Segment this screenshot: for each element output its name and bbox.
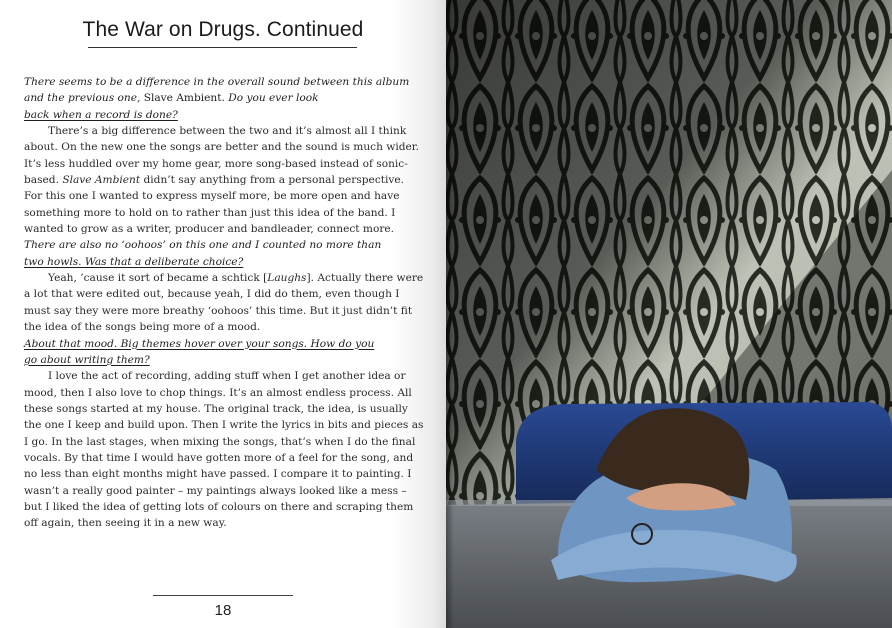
answer-3: [24, 368, 424, 531]
question-3-text: About that mood. Big themes hover over your songs. How do you: [24, 337, 375, 350]
portrait-photo: [446, 0, 892, 628]
question-2-text: There are also no ‘oohoos’ on this one and I counted no more than: [24, 239, 382, 252]
question-2-underlined: two howls. Was that a deliberate choice?: [24, 255, 244, 268]
answer-2-text: Yeah, ’cause it sort of became a schtick [: [48, 272, 268, 285]
question-1-album: Slave Ambient: [143, 92, 222, 105]
answer-2: [24, 270, 424, 335]
article-body: [24, 74, 424, 532]
footer-rule: [153, 595, 293, 596]
question-3-underlined: go about writing them?: [24, 353, 150, 366]
title-underline: [88, 47, 357, 48]
answer-2-laughs: Laughs: [267, 272, 307, 285]
answer-1-text-2: didn’t say anything from a personal perspective. For this one I wanted to express myself more, be more open and have something more to hold on to rather than just this idea of the band. I wanted to grow as a writer, producer and bandleader, connect more.: [24, 174, 405, 236]
answer-3-text: I love the act of recording, adding stuff when I get another idea or mood, then I also love to chop things. It’s an almost endless process. All these songs started at my house. The original track, the idea, is usually the one I keep and build upon. Then I write the lyrics in bits and pieces as I go. In the last stages, when mixing the songs, that’s when I do the final vocals. By that time I would have gotten more of a feel for the song, and no less than eight months might have passed. I compare it to painting. I wasn’t a really good painter – my paintings always looked like a mess – but I liked the idea of getting lots of colours on there and scraping them off again, then seeing it in a new way.: [24, 370, 424, 530]
page-number: 18: [214, 602, 232, 619]
question-2: [24, 237, 424, 270]
photo-page: [446, 0, 892, 628]
page-title: The War on Drugs. Continued: [82, 18, 364, 41]
answer-2-text-2: ]. Actually there were a lot that were edited out, because yeah, I did do them, even though I must say they were more breathy ‘oohoos’ this time. But it just didn’t fit the idea of the songs being more of a mood.: [24, 272, 424, 334]
question-1-text-2: . Do you ever look: [221, 92, 319, 105]
question-1-underlined: back when a record is done?: [24, 108, 178, 121]
question-1-text: There seems to be a difference in the overall sound between this album and the previous one,: [24, 76, 410, 105]
answer-1: [24, 123, 424, 237]
answer-1-album: Slave Ambient: [62, 174, 141, 187]
question-3: [24, 336, 424, 369]
page-gutter: [446, 0, 454, 628]
question-1: [24, 74, 424, 123]
answer-1-text: There’s a big difference between the two and it’s almost all I think about. On the new one the songs are better and the sound is much wider. It’s less huddled over my home gear, more song-based instead of sonic-based.: [24, 125, 420, 187]
